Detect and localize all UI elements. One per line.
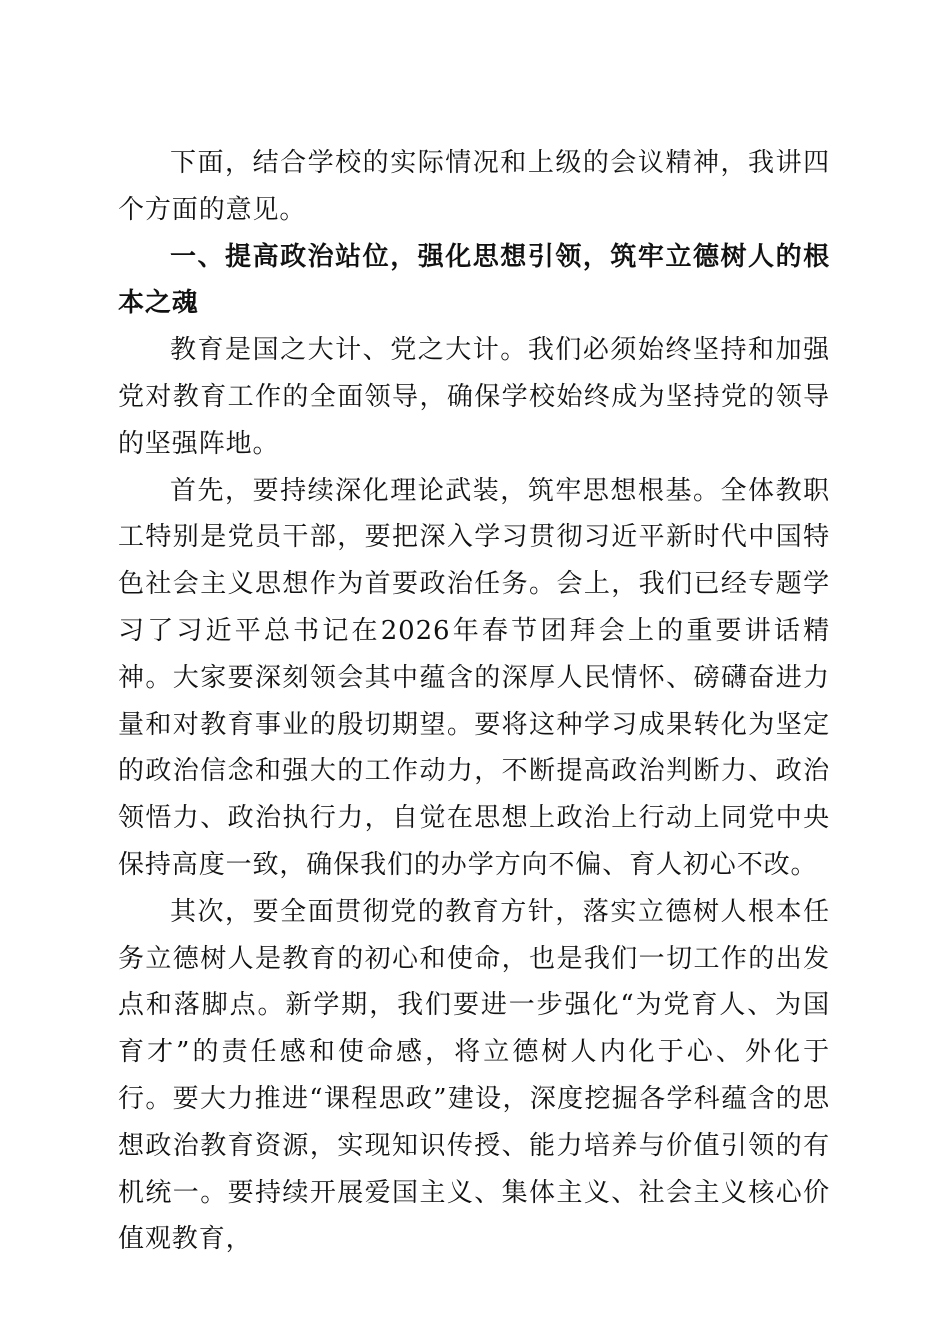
paragraph-intro: 下面，结合学校的实际情况和上级的会议精神，我讲四个方面的意见。 bbox=[118, 148, 830, 225]
paragraph-theory-study: 首先，要持续深化理论武装，筑牢思想根基。全体教职工特别是党员干部，要把深入学习贯彻习近平新时代中国特色社会主义思想作为首要政治任务。会上，我们已经专题学习了习近平总书记在2026年春节团拜会上的重要讲话精神。大家要深刻领会其中蕴含的深厚人民情怀、磅礴奋进力量和对教育事业的殷切期望。要将这种学习成果转化为坚定的政治信念和强大的工作动力，不断提高政治判断力、政治领悟力、政治执行力，自觉在思想上政治上行动上同党中央保持高度一致，确保我们的办学方向不偏、育人初心不改。 bbox=[118, 475, 830, 880]
section-heading-1: 一、提高政治站位，强化思想引领，筑牢立德树人的根本之魂 bbox=[118, 241, 830, 319]
paragraph-moral-education: 其次，要全面贯彻党的教育方针，落实立德树人根本任务立德树人是教育的初心和使命，也是我们一切工作的出发点和落脚点。新学期，我们要进一步强化“为党育人、为国育才”的责任感和使命感，将立德树人内化于心、外化于行。要大力推进“课程思政”建设，深度挖掘各学科蕴含的思想政治教育资源，实现知识传授、能力培养与价值引领的有机统一。要持续开展爱国主义、集体主义、社会主义核心价值观教育， bbox=[118, 896, 830, 1255]
document-body bbox=[118, 140, 830, 1263]
paragraph-party-leadership: 教育是国之大计、党之大计。我们必须始终坚持和加强党对教育工作的全面领导，确保学校始终成为坚持党的领导的坚强阵地。 bbox=[118, 335, 830, 459]
